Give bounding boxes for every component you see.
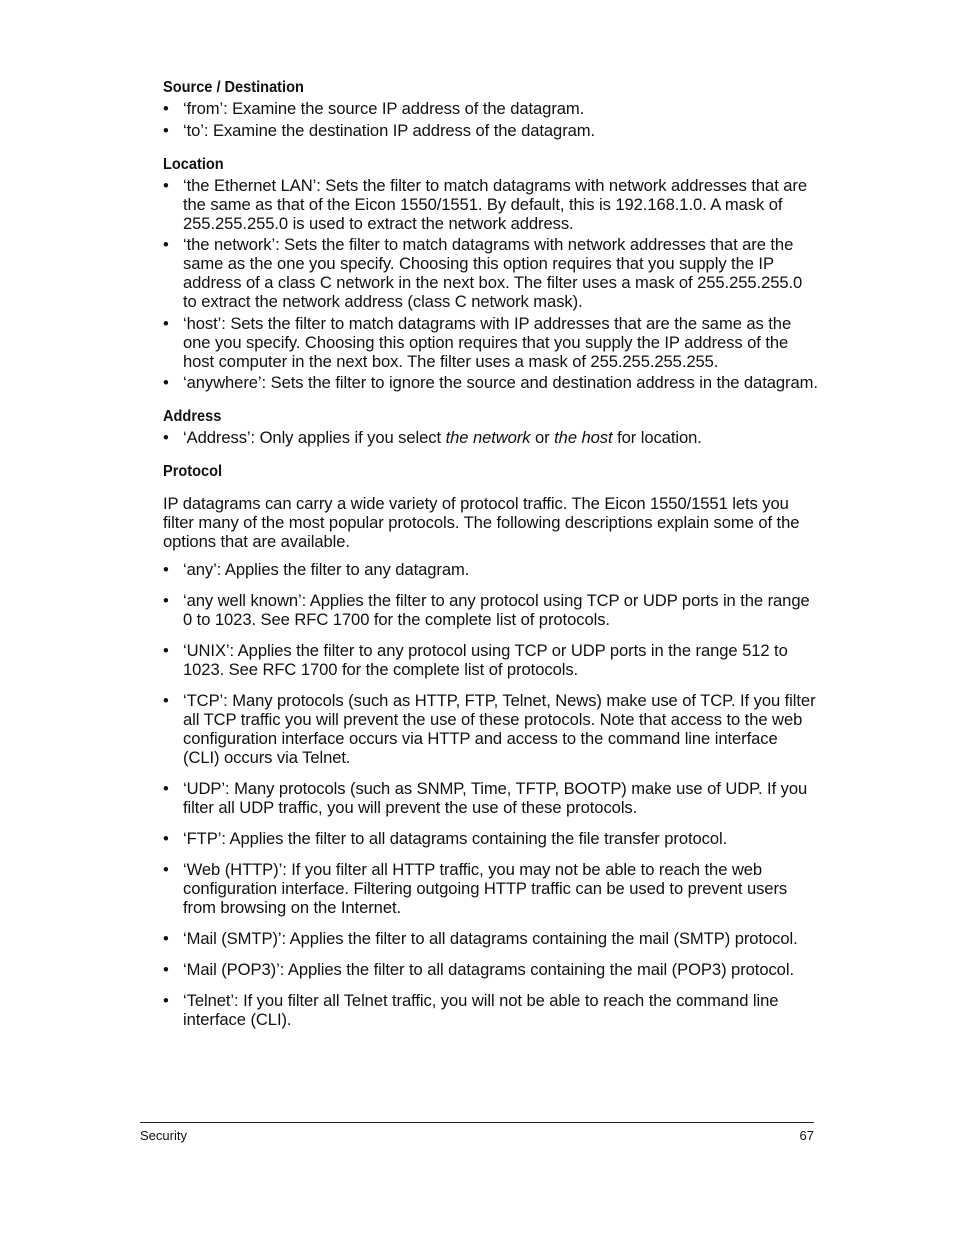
item-text: or xyxy=(530,428,555,447)
section-protocol xyxy=(163,462,818,1029)
list-item: • ‘TCP’: Many protocols (such as HTTP, FTP, Telnet, News) make use of TCP. If you filter all TCP traffic you will prevent the use of these protocols. Note that access to the web configuration interface occurs via HTTP and access to the command line interface (CLI) occurs via Telnet. xyxy=(163,691,818,767)
list-item: • ‘the Ethernet LAN’: Sets the filter to match datagrams with network addresses that are the same as that of the Eicon 1550/1551. By default, this is 192.168.1.0. A mask of 255.255.255.0 is used to extract the network address. xyxy=(163,176,818,233)
bullet-list xyxy=(163,99,818,140)
list-item: • ‘any well known’: Applies the filter to any protocol using TCP or UDP ports in the range 0 to 1023. See RFC 1700 for the complete list of protocols. xyxy=(163,591,818,629)
footer-section-title: Security xyxy=(140,1128,187,1143)
emphasis-text: the network xyxy=(445,428,531,447)
list-item: • ‘UNIX’: Applies the filter to any protocol using TCP or UDP ports in the range 512 to 1023. See RFC 1700 for the complete list of protocols. xyxy=(163,641,818,679)
list-item: • ‘any’: Applies the filter to any datagram. xyxy=(163,560,818,579)
list-item: • ‘Mail (POP3)’: Applies the filter to all datagrams containing the mail (POP3) protocol. xyxy=(163,960,818,979)
list-item: • ‘host’: Sets the filter to match datagrams with IP addresses that are the same as the one you specify. Choosing this option requires that you supply the IP address of the host computer in the next box. The filter uses a mask of 255.255.255.255. xyxy=(163,314,818,371)
list-item: • ‘from’: Examine the source IP address of the datagram. xyxy=(163,99,818,118)
list-item: • ‘FTP’: Applies the filter to all datagrams containing the file transfer protocol. xyxy=(163,829,818,848)
bullet-list xyxy=(163,560,818,1029)
item-text: ‘Address’: Only applies if you select xyxy=(183,428,446,447)
list-item: • ‘Mail (SMTP)’: Applies the filter to all datagrams containing the mail (SMTP) protocol. xyxy=(163,929,818,948)
section-heading: Address xyxy=(163,408,222,425)
list-item: • ‘to’: Examine the destination IP address of the datagram. xyxy=(163,121,818,140)
bullet-list xyxy=(163,428,818,447)
intro-paragraph: IP datagrams can carry a wide variety of protocol traffic. The Eicon 1550/1551 lets you filter many of the most popular protocols. The following descriptions explain some of the options that are available. xyxy=(163,494,800,551)
bullet-list xyxy=(163,176,818,393)
emphasis-text: the host xyxy=(554,428,613,447)
list-item: • ‘anywhere’: Sets the filter to ignore the source and destination address in the datagram. xyxy=(163,373,818,392)
section-heading: Protocol xyxy=(163,463,223,480)
section-location xyxy=(163,155,818,393)
list-item: • ‘Web (HTTP)’: If you filter all HTTP traffic, you may not be able to reach the web configuration interface. Filtering outgoing HTTP traffic can be used to prevent users from browsing on the Internet. xyxy=(163,860,818,917)
list-item: • ‘UDP’: Many protocols (such as SNMP, Time, TFTP, BOOTP) make use of UDP. If you filter all UDP traffic, you will prevent the use of these protocols. xyxy=(163,779,818,817)
section-heading: Source / Destination xyxy=(163,79,304,96)
list-item: • ‘Telnet’: If you filter all Telnet traffic, you will not be able to reach the command line interface (CLI). xyxy=(163,991,818,1029)
list-item: • ‘the network’: Sets the filter to match datagrams with network addresses that are the same as the one you specify. Choosing this option requires that you supply the IP address of a class C network in the next box. The filter uses a mask of 255.255.255.0 to extract the network address (class C network mask). xyxy=(163,235,818,311)
page-content xyxy=(163,78,818,1044)
section-source-destination xyxy=(163,78,818,140)
item-text: for location. xyxy=(612,428,702,447)
page-number: 67 xyxy=(799,1128,814,1143)
list-item xyxy=(163,428,818,447)
section-heading: Location xyxy=(163,155,224,173)
footer-rule xyxy=(140,1122,814,1123)
section-address xyxy=(163,407,818,447)
